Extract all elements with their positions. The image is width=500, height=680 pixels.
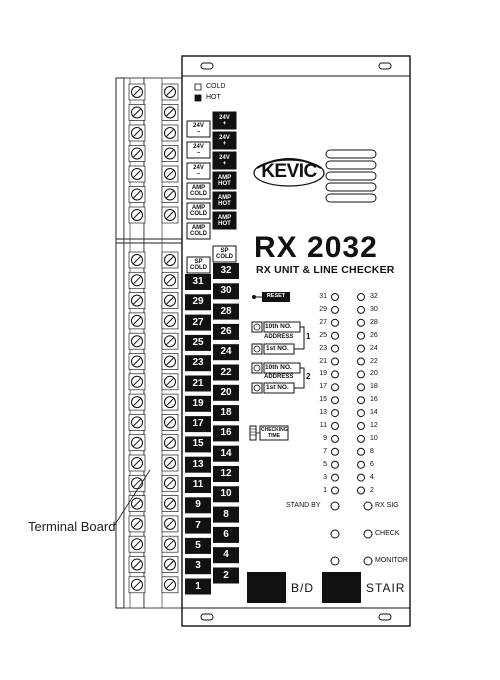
led-left-label: 27: [319, 318, 327, 326]
terminal-screw: [162, 272, 178, 288]
sp-cold-left-header-line: SP: [194, 259, 203, 265]
mount-slot-bottom-right: [379, 614, 391, 620]
upper-right-terminal-label-line: AMP: [217, 214, 232, 221]
terminal-number-right: 4: [223, 549, 229, 561]
address-2-ones-label: 1st NO.: [266, 384, 289, 391]
led-left-label: 7: [323, 447, 327, 455]
model-name: RX 2032: [254, 231, 378, 264]
led-left: [332, 358, 339, 365]
address-1-tens-dial[interactable]: [252, 322, 262, 332]
upper-left-terminal-label: [187, 203, 210, 219]
terminal-number-left: 31: [192, 276, 204, 287]
led-left-label: 11: [319, 422, 327, 429]
terminal-screw: [162, 374, 178, 390]
led-left-label: 1: [323, 486, 327, 494]
terminal-screw: [129, 475, 145, 491]
led-right-label: 24: [370, 344, 378, 352]
model-subtitle: RX UNIT & LINE CHECKER: [256, 264, 395, 276]
terminal-number-left: 27: [192, 316, 204, 328]
terminal-screw: [129, 516, 145, 532]
address-1-tens-label: 10th NO.: [265, 323, 292, 330]
led-right: [358, 294, 365, 301]
terminal-screw: [129, 187, 145, 203]
led-left: [332, 332, 339, 339]
terminal-number-left: 3: [195, 560, 201, 572]
bd-button[interactable]: [247, 572, 286, 603]
terminal-number-right: 30: [220, 285, 232, 297]
led-left: [332, 474, 339, 481]
check-button-ring: [364, 530, 372, 538]
led-right-label: 30: [370, 305, 378, 313]
upper-right-terminal-label-line: HOT: [218, 180, 231, 187]
upper-right-terminal-label-line: +: [222, 140, 227, 147]
bd-button-label: B/D: [291, 581, 315, 595]
upper-left-terminal-label-line: –: [196, 171, 201, 177]
led-right-label: 2: [370, 486, 374, 494]
hot-legend-swatch: [195, 95, 201, 101]
terminal-screw: [129, 105, 145, 121]
monitor-led: [331, 557, 339, 565]
upper-right-terminal-label-line: HOT: [218, 200, 231, 207]
terminal-screw: [162, 536, 178, 552]
led-right-label: 20: [370, 370, 378, 378]
address-1-index: 1: [306, 332, 311, 341]
terminal-screw: [162, 496, 178, 512]
upper-right-terminal-label: [213, 132, 236, 149]
address-2-ones-dial[interactable]: [252, 383, 262, 393]
address-2-tens-label: 10th NO.: [265, 364, 292, 371]
terminal-screw: [162, 516, 178, 532]
upper-left-terminal-label-line: AMP: [191, 225, 206, 231]
led-left: [332, 487, 339, 494]
led-right: [358, 332, 365, 339]
terminal-screw: [162, 105, 178, 121]
terminal-number-right: 2: [223, 569, 229, 581]
led-left: [332, 306, 339, 313]
led-right-label: 18: [370, 383, 378, 391]
led-right-label: 12: [370, 422, 378, 429]
led-right-label: 8: [370, 447, 374, 455]
upper-left-terminal-label-line: 24V: [193, 165, 204, 171]
terminal-number-left: 29: [192, 296, 204, 308]
led-left-label: 13: [319, 409, 327, 417]
led-right: [358, 345, 365, 352]
upper-left-terminal-label: [187, 183, 210, 199]
led-right: [358, 358, 365, 365]
terminal-screw: [129, 84, 145, 100]
upper-right-terminal-label-line: 24V: [219, 154, 230, 161]
terminal-number-right: 28: [220, 305, 232, 317]
led-right: [358, 319, 365, 326]
monitor-label: MONITOR: [375, 557, 408, 564]
cold-legend-label: COLD: [206, 83, 226, 90]
terminal-screw: [162, 293, 178, 309]
terminal-number-left: 21: [192, 377, 204, 389]
terminal-screw: [129, 313, 145, 329]
sp-cold-left-header-line: COLD: [190, 265, 207, 271]
upper-left-terminal-label-line: 24V: [193, 144, 204, 150]
cold-legend-swatch: [195, 84, 201, 90]
upper-right-terminal-label-line: AMP: [217, 174, 232, 181]
led-right: [358, 410, 365, 417]
upper-right-terminal-label-line: HOT: [218, 220, 231, 227]
terminal-screw: [162, 207, 178, 223]
led-left: [332, 345, 339, 352]
hot-legend-label: HOT: [206, 94, 221, 101]
terminal-number-left: 19: [192, 397, 204, 409]
upper-right-terminal-label-line: +: [222, 160, 227, 167]
upper-right-terminal-label-line: +: [222, 120, 227, 127]
terminal-screw: [129, 557, 145, 573]
led-left: [332, 461, 339, 468]
terminal-number-left: 7: [195, 519, 201, 531]
led-right: [358, 474, 365, 481]
led-left-label: 19: [319, 370, 327, 378]
terminal-number-left: 23: [192, 357, 204, 369]
sp-cold-right-header-line: SP: [220, 248, 229, 254]
led-right: [358, 306, 365, 313]
mount-slot-bottom-left: [201, 614, 213, 620]
sp-cold-right-header-line: COLD: [216, 254, 233, 260]
terminal-screw: [129, 146, 145, 162]
terminal-number-left: 9: [195, 499, 201, 511]
led-right-label: 32: [370, 293, 378, 300]
led-left-label: 21: [319, 357, 327, 365]
terminal-screw: [162, 313, 178, 329]
led-left-label: 25: [319, 331, 327, 339]
terminal-screw: [162, 333, 178, 349]
upper-right-terminal-label-line: 24V: [219, 134, 230, 141]
terminal-number-left: 17: [192, 418, 204, 430]
terminal-screw: [129, 354, 145, 370]
monitor-button-ring: [364, 557, 372, 565]
terminal-screw: [162, 166, 178, 182]
terminal-number-right: 22: [220, 366, 232, 378]
address-1-ones-label: 1st NO.: [266, 345, 289, 352]
terminal-number-left: 5: [195, 539, 201, 551]
led-right-label: 22: [370, 357, 378, 365]
led-left: [332, 319, 339, 326]
speaker-grille: [326, 150, 376, 202]
terminal-screw: [162, 414, 178, 430]
led-left: [332, 294, 339, 301]
led-left: [332, 384, 339, 391]
stand-by-label: STAND BY: [286, 502, 321, 509]
terminal-screw: [162, 394, 178, 410]
led-left: [332, 435, 339, 442]
led-right-label: 28: [370, 318, 378, 326]
upper-right-terminal-label: [213, 152, 236, 169]
led-right-label: 6: [370, 460, 374, 468]
terminal-screw: [162, 84, 178, 100]
terminal-number-right: 8: [223, 508, 229, 520]
terminal-screw: [129, 252, 145, 268]
terminal-screw: [162, 187, 178, 203]
terminal-number-left: 1: [195, 580, 201, 592]
terminal-number-right: 26: [220, 325, 232, 337]
checking-time-label: [261, 427, 287, 439]
led-left-label: 9: [323, 434, 327, 442]
checking-time-line-2: TIME: [268, 433, 280, 439]
check-led: [331, 530, 339, 538]
led-left: [332, 448, 339, 455]
terminal-screw: [129, 577, 145, 593]
terminal-screw: [162, 354, 178, 370]
led-left-label: 15: [319, 396, 327, 404]
mount-slot-top-right: [379, 63, 391, 69]
terminal-screw: [129, 536, 145, 552]
terminal-screw: [162, 577, 178, 593]
terminal-number-right: 16: [220, 427, 232, 439]
upper-left-terminal-label: [187, 223, 210, 239]
terminal-number-left: 15: [192, 438, 204, 450]
terminal-screw: [129, 293, 145, 309]
upper-right-terminal-label: [213, 192, 236, 209]
terminal-screw: [162, 557, 178, 573]
terminal-number-right: 14: [220, 447, 232, 459]
upper-right-terminal-label-line: AMP: [217, 194, 232, 201]
upper-right-terminal-label: [213, 112, 236, 129]
led-left-label: 3: [323, 473, 327, 481]
upper-left-terminal-label: [187, 142, 210, 158]
terminal-screw: [162, 252, 178, 268]
stand-by-led: [331, 502, 339, 510]
terminal-board: [116, 78, 184, 608]
address-2-tens-dial[interactable]: [252, 363, 262, 373]
led-right-label: 10: [370, 434, 378, 442]
terminal-screw: [129, 166, 145, 182]
upper-left-terminal-label-line: COLD: [190, 231, 207, 237]
led-left: [332, 410, 339, 417]
led-left: [332, 423, 339, 430]
terminal-number-right: 24: [220, 346, 232, 358]
led-right: [358, 371, 365, 378]
brand-logo-text: KEVIC: [261, 161, 317, 182]
terminal-number-right: 18: [220, 407, 232, 419]
upper-left-terminal-label-line: COLD: [190, 211, 207, 217]
terminal-screw: [129, 272, 145, 288]
address-2-label: ADDRESS: [264, 374, 294, 380]
terminal-screw: [129, 207, 145, 223]
led-left-label: 17: [319, 383, 327, 391]
upper-left-terminal-label-line: –: [196, 129, 201, 135]
terminal-screw: [129, 435, 145, 451]
terminal-board-callout: Terminal Board: [28, 519, 116, 534]
led-left-label: 23: [319, 344, 327, 352]
led-left: [332, 371, 339, 378]
led-right-label: 26: [370, 331, 378, 339]
led-right-label: 16: [370, 396, 378, 404]
address-1-label: ADDRESS: [264, 334, 294, 340]
upper-right-terminal-label-line: 24V: [219, 114, 230, 121]
rx-sig-led: [364, 502, 372, 510]
led-right: [358, 487, 365, 494]
terminal-number-right: 12: [220, 468, 232, 479]
upper-right-terminal-label: [213, 172, 236, 189]
led-right: [358, 448, 365, 455]
led-left: [332, 397, 339, 404]
led-right: [358, 397, 365, 404]
led-right: [358, 461, 365, 468]
checking-time-line-1: CHECKING: [261, 427, 288, 433]
terminal-screw: [162, 455, 178, 471]
sp-cold-right-header: [213, 246, 236, 262]
address-1-ones-dial[interactable]: [252, 344, 262, 354]
terminal-screw: [129, 414, 145, 430]
led-right-label: 4: [370, 473, 374, 481]
upper-left-terminal-label-line: COLD: [190, 191, 207, 197]
led-left-label: 29: [319, 305, 327, 313]
stair-button[interactable]: [322, 572, 361, 603]
terminal-screw: [129, 333, 145, 349]
upper-left-terminal-label: [187, 163, 210, 179]
terminal-screw: [129, 125, 145, 141]
led-left-label: 31: [319, 293, 327, 300]
check-label: CHECK: [375, 530, 400, 537]
reset-label: RESET: [266, 293, 286, 299]
led-right-label: 14: [370, 409, 378, 417]
upper-left-terminal-label-line: AMP: [191, 185, 206, 191]
terminal-screw: [129, 496, 145, 512]
stair-button-label: STAIR: [366, 581, 406, 595]
upper-left-terminal-label-line: 24V: [193, 123, 204, 129]
terminal-number-left: 13: [192, 458, 204, 470]
sp-cold-left-header: [187, 257, 210, 273]
mount-slot-top-left: [201, 63, 213, 69]
terminal-number-right: 20: [220, 386, 232, 398]
rx-sig-label: RX SIG: [375, 502, 399, 509]
led-right: [358, 435, 365, 442]
terminal-screw: [162, 475, 178, 491]
address-2-index: 2: [306, 372, 311, 381]
led-left-label: 5: [323, 460, 327, 468]
terminal-number-right: 6: [223, 528, 229, 540]
terminal-screw: [162, 125, 178, 141]
upper-left-terminal-label-line: AMP: [191, 205, 206, 211]
terminal-screw: [162, 146, 178, 162]
upper-right-terminal-label: [213, 212, 236, 229]
terminal-screw: [162, 435, 178, 451]
upper-left-terminal-label: [187, 121, 210, 137]
terminal-screw: [129, 394, 145, 410]
terminal-number-right: 10: [220, 488, 232, 500]
terminal-screw: [129, 455, 145, 471]
terminal-number-left: 11: [192, 479, 204, 490]
terminal-number-left: 25: [192, 336, 204, 348]
led-right: [358, 384, 365, 391]
terminal-screw: [129, 374, 145, 390]
terminal-number-right: 32: [220, 265, 232, 276]
led-right: [358, 423, 365, 430]
upper-left-terminal-label-line: –: [196, 150, 201, 156]
